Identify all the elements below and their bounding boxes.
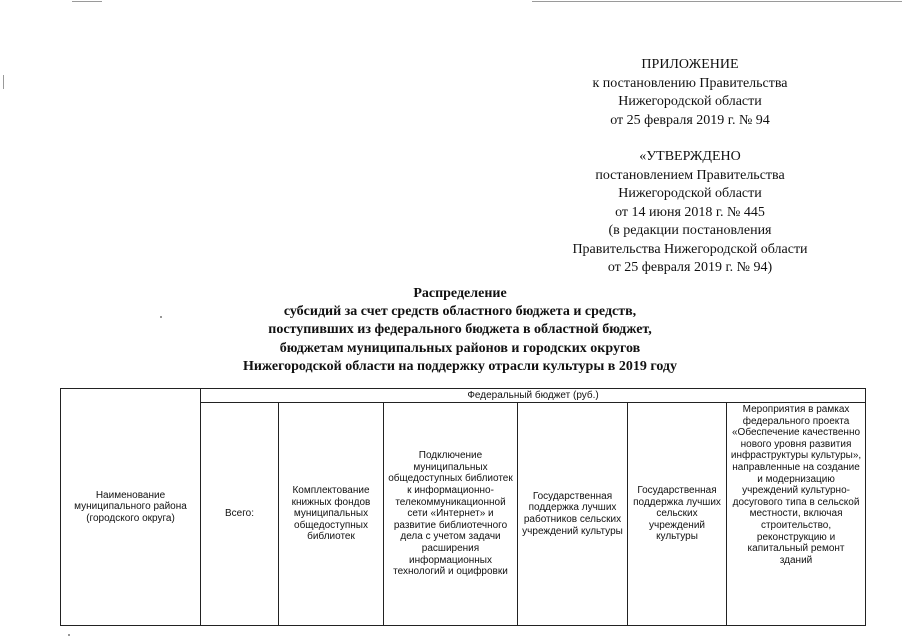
spacer [540, 130, 840, 148]
appendix-line: ПРИЛОЖЕНИЕ [641, 57, 739, 72]
appendix-block [540, 56, 840, 278]
approved-line: постановлением Правительства [595, 167, 785, 183]
approved-line: «УТВЕРЖДЕНО [639, 149, 741, 164]
appendix-line: от 25 февраля 2019 г. № 94 [610, 112, 770, 128]
header-internet-connection: Подключение муниципальных общедоступных библиотек к информационно-телекоммуникационной сети «Интернет» и развитие библиотечного дела с учетом задачи расширения информационных технологий и оцифровки [384, 403, 518, 626]
approved-line: от 14 июня 2018 г. № 445 [615, 204, 765, 220]
header-book-funds: Комплектование книжных фондов муниципальных общедоступных библиотек [279, 403, 384, 626]
title-line: Распределение [413, 286, 507, 301]
header-best-institutions: Государственная поддержка лучших сельских учреждений культуры [628, 403, 727, 626]
header-federal-budget: Федеральный бюджет (руб.) [201, 389, 866, 403]
header-total: Всего: [201, 403, 279, 626]
distribution-table [60, 388, 866, 626]
approved-line: (в редакции постановления [608, 223, 772, 238]
table-header-row [61, 389, 866, 403]
approved-line: Нижегородской области [618, 186, 762, 201]
appendix-line: Нижегородской области [618, 94, 762, 109]
header-best-workers: Государственная поддержка лучших работников сельских учреждений культуры [518, 403, 628, 626]
title-line: субсидий за счет средств областного бюджета и средств, [283, 304, 637, 320]
title-line: поступивших из федерального бюджета в областной бюджет, [268, 322, 652, 338]
document-title [160, 285, 760, 376]
appendix-line: к постановлению Правительства [592, 75, 788, 91]
header-federal-project: Мероприятия в рамках федерального проекта «Обеспечение качественно нового уровня развития инфраструктуры культуры», направленные на создание и модернизацию учреждений культурно-досугового типа в сельской местности, включая строительство, реконструкцию и капитальный ремонт зданий [727, 403, 866, 626]
title-line: Нижегородской области на поддержку отрасли культуры в 2019 году [242, 358, 678, 374]
scan-artifact-line [3, 75, 4, 89]
scan-speck [68, 634, 70, 636]
approved-line: Правительства Нижегородской области [572, 241, 808, 257]
scan-artifact-line [72, 1, 102, 2]
title-line: бюджетам муниципальных районов и городских округов [279, 340, 641, 356]
header-municipality: Наименование муниципального района (городского округа) [61, 389, 201, 626]
approved-line: от 25 февраля 2019 г. № 94) [607, 260, 773, 275]
scan-artifact-line [532, 1, 902, 2]
